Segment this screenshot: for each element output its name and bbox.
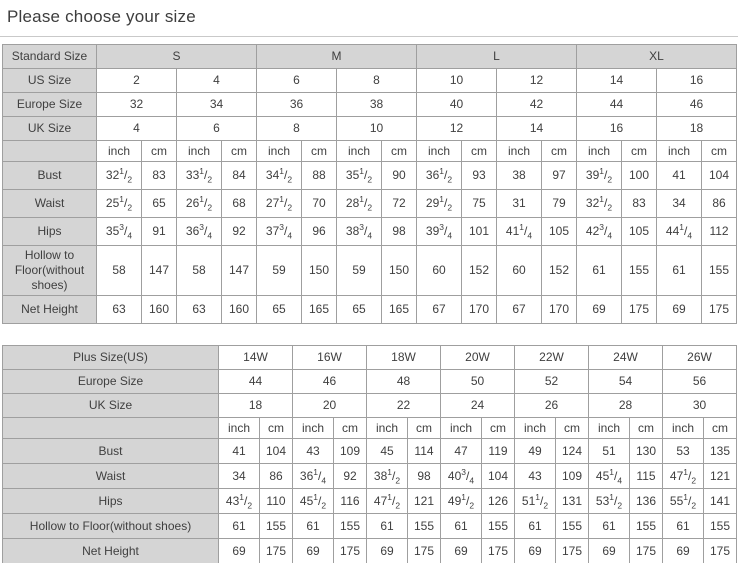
measurement-value-cell: 152: [542, 246, 577, 296]
measurement-value-cell: 69: [367, 539, 408, 563]
unit-inch-cell: inch: [219, 418, 260, 439]
measurement-value-cell: 90: [382, 162, 417, 190]
measurement-value-cell: $43^1/_2$: [219, 489, 260, 514]
measurement-value-cell: 147: [142, 246, 177, 296]
measurement-value-cell: 61: [515, 514, 556, 539]
measurement-value-cell: 69: [577, 296, 622, 324]
measurement-value-cell: 65: [257, 296, 302, 324]
measurement-value-cell: $35^3/_4$: [97, 218, 142, 246]
measurement-value-cell: $32^1/_2$: [577, 190, 622, 218]
measurement-value-cell: 69: [663, 539, 704, 563]
measurement-value-cell: 60: [417, 246, 462, 296]
size-value-cell: 40: [417, 93, 497, 117]
measurement-value-cell: $47^1/_2$: [663, 464, 704, 489]
measurement-value-cell: 59: [337, 246, 382, 296]
measurement-value-cell: $40^3/_4$: [441, 464, 482, 489]
measurement-value-cell: $35^1/_2$: [337, 162, 382, 190]
size-value-cell: M: [257, 45, 417, 69]
measurement-value-cell: 170: [462, 296, 497, 324]
size-value-cell: 4: [177, 69, 257, 93]
measurement-value-cell: 155: [334, 514, 367, 539]
measurement-value-cell: $28^1/_2$: [337, 190, 382, 218]
measurement-value-cell: 152: [462, 246, 497, 296]
unit-cm-cell: cm: [382, 141, 417, 162]
measurement-value-cell: 175: [704, 539, 737, 563]
row-label: UK Size: [3, 394, 219, 418]
size-row: [3, 346, 737, 370]
unit-cm-cell: cm: [302, 141, 337, 162]
unit-cm-cell: cm: [702, 141, 737, 162]
size-value-cell: 50: [441, 370, 515, 394]
size-row: [3, 370, 737, 394]
measurement-value-cell: $55^1/_2$: [663, 489, 704, 514]
measurement-value-cell: 124: [556, 439, 589, 464]
measurement-value-cell: 91: [142, 218, 177, 246]
measurement-value-cell: 53: [663, 439, 704, 464]
measurement-value-cell: 60: [497, 246, 542, 296]
measurement-value-cell: 130: [630, 439, 663, 464]
measurement-value-cell: 65: [142, 190, 177, 218]
size-row: [3, 45, 737, 69]
measurement-value-cell: $45^1/_4$: [589, 464, 630, 489]
row-label: Net Height: [3, 296, 97, 324]
measurement-value-cell: 63: [97, 296, 142, 324]
measurement-value-cell: $36^1/_2$: [417, 162, 462, 190]
measurement-value-cell: 155: [704, 514, 737, 539]
unit-cm-cell: cm: [222, 141, 257, 162]
measurement-row: [3, 514, 737, 539]
measurement-value-cell: 175: [556, 539, 589, 563]
measurement-value-cell: 126: [482, 489, 515, 514]
measurement-value-cell: 155: [702, 246, 737, 296]
measurement-value-cell: 147: [222, 246, 257, 296]
size-value-cell: 14W: [219, 346, 293, 370]
measurement-value-cell: $38^3/_4$: [337, 218, 382, 246]
size-value-cell: XL: [577, 45, 737, 69]
size-value-cell: 16W: [293, 346, 367, 370]
measurement-row: [3, 296, 737, 324]
size-value-cell: 36: [257, 93, 337, 117]
measurement-value-cell: 43: [293, 439, 334, 464]
measurement-value-cell: 83: [142, 162, 177, 190]
size-value-cell: 52: [515, 370, 589, 394]
measurement-value-cell: $37^3/_4$: [257, 218, 302, 246]
measurement-value-cell: $53^1/_2$: [589, 489, 630, 514]
measurement-value-cell: 69: [219, 539, 260, 563]
measurement-value-cell: 175: [630, 539, 663, 563]
measurement-value-cell: $39^3/_4$: [417, 218, 462, 246]
measurement-value-cell: 34: [219, 464, 260, 489]
size-value-cell: 56: [663, 370, 737, 394]
size-value-cell: 38: [337, 93, 417, 117]
measurement-value-cell: $38^1/_2$: [367, 464, 408, 489]
measurement-value-cell: 165: [382, 296, 417, 324]
row-label: [3, 418, 219, 439]
measurement-row: [3, 190, 737, 218]
measurement-value-cell: 98: [408, 464, 441, 489]
measurement-value-cell: 131: [556, 489, 589, 514]
measurement-value-cell: 175: [482, 539, 515, 563]
unit-inch-cell: inch: [577, 141, 622, 162]
unit-inch-cell: inch: [337, 141, 382, 162]
measurement-value-cell: 61: [657, 246, 702, 296]
measurement-value-cell: $36^3/_4$: [177, 218, 222, 246]
size-value-cell: 16: [657, 69, 737, 93]
size-value-cell: 30: [663, 394, 737, 418]
measurement-value-cell: $25^1/_2$: [97, 190, 142, 218]
measurement-value-cell: 67: [497, 296, 542, 324]
size-value-cell: 14: [577, 69, 657, 93]
measurement-value-cell: 175: [260, 539, 293, 563]
measurement-value-cell: 49: [515, 439, 556, 464]
measurement-value-cell: 170: [542, 296, 577, 324]
unit-cm-cell: cm: [630, 418, 663, 439]
measurement-value-cell: 101: [462, 218, 497, 246]
unit-cm-cell: cm: [704, 418, 737, 439]
plus-size-table: [2, 345, 737, 563]
row-label: Waist: [3, 464, 219, 489]
size-value-cell: 20W: [441, 346, 515, 370]
size-value-cell: 10: [337, 117, 417, 141]
measurement-value-cell: $49^1/_2$: [441, 489, 482, 514]
unit-cm-cell: cm: [542, 141, 577, 162]
measurement-value-cell: $45^1/_2$: [293, 489, 334, 514]
measurement-value-cell: $34^1/_2$: [257, 162, 302, 190]
unit-inch-cell: inch: [293, 418, 334, 439]
measurement-value-cell: 58: [97, 246, 142, 296]
measurement-value-cell: 155: [482, 514, 515, 539]
measurement-value-cell: 141: [704, 489, 737, 514]
size-value-cell: 46: [293, 370, 367, 394]
measurement-row: [3, 489, 737, 514]
measurement-value-cell: 121: [408, 489, 441, 514]
size-value-cell: 46: [657, 93, 737, 117]
row-label: Hips: [3, 218, 97, 246]
size-value-cell: 18: [657, 117, 737, 141]
measurement-value-cell: 105: [542, 218, 577, 246]
measurement-value-cell: 150: [382, 246, 417, 296]
measurement-value-cell: 61: [293, 514, 334, 539]
measurement-row: [3, 464, 737, 489]
size-value-cell: 6: [177, 117, 257, 141]
measurement-row: [3, 162, 737, 190]
measurement-value-cell: $33^1/_2$: [177, 162, 222, 190]
measurement-row: [3, 246, 737, 296]
measurement-value-cell: 119: [482, 439, 515, 464]
measurement-value-cell: 84: [222, 162, 257, 190]
row-label: Plus Size(US): [3, 346, 219, 370]
size-value-cell: 8: [337, 69, 417, 93]
size-row: [3, 93, 737, 117]
unit-inch-cell: inch: [657, 141, 702, 162]
size-value-cell: 54: [589, 370, 663, 394]
size-value-cell: 12: [417, 117, 497, 141]
measurement-value-cell: 104: [260, 439, 293, 464]
measurement-value-cell: 105: [622, 218, 657, 246]
size-value-cell: 16: [577, 117, 657, 141]
measurement-value-cell: 61: [367, 514, 408, 539]
measurement-value-cell: $27^1/_2$: [257, 190, 302, 218]
size-value-cell: 22: [367, 394, 441, 418]
measurement-value-cell: 96: [302, 218, 337, 246]
measurement-value-cell: 41: [657, 162, 702, 190]
measurement-value-cell: 110: [260, 489, 293, 514]
unit-row: [3, 418, 737, 439]
measurement-value-cell: 61: [577, 246, 622, 296]
measurement-value-cell: $36^1/_4$: [293, 464, 334, 489]
measurement-value-cell: 115: [630, 464, 663, 489]
measurement-value-cell: 67: [417, 296, 462, 324]
unit-inch-cell: inch: [367, 418, 408, 439]
size-value-cell: 48: [367, 370, 441, 394]
measurement-value-cell: 61: [219, 514, 260, 539]
measurement-value-cell: 61: [663, 514, 704, 539]
measurement-value-cell: 69: [515, 539, 556, 563]
size-row: [3, 394, 737, 418]
measurement-value-cell: 65: [337, 296, 382, 324]
measurement-value-cell: 155: [556, 514, 589, 539]
unit-cm-cell: cm: [260, 418, 293, 439]
row-label: [3, 141, 97, 162]
size-value-cell: 32: [97, 93, 177, 117]
measurement-value-cell: 69: [589, 539, 630, 563]
measurement-value-cell: 69: [657, 296, 702, 324]
unit-inch-cell: inch: [177, 141, 222, 162]
measurement-value-cell: $47^1/_2$: [367, 489, 408, 514]
unit-cm-cell: cm: [142, 141, 177, 162]
measurement-value-cell: 45: [367, 439, 408, 464]
measurement-value-cell: $44^1/_4$: [657, 218, 702, 246]
measurement-value-cell: 51: [589, 439, 630, 464]
row-label: Standard Size: [3, 45, 97, 69]
measurement-value-cell: 79: [542, 190, 577, 218]
measurement-value-cell: 175: [334, 539, 367, 563]
measurement-value-cell: 69: [441, 539, 482, 563]
measurement-value-cell: 160: [142, 296, 177, 324]
measurement-value-cell: 100: [622, 162, 657, 190]
measurement-value-cell: 150: [302, 246, 337, 296]
measurement-value-cell: 104: [482, 464, 515, 489]
unit-cm-cell: cm: [482, 418, 515, 439]
size-value-cell: 12: [497, 69, 577, 93]
unit-inch-cell: inch: [441, 418, 482, 439]
size-value-cell: 24: [441, 394, 515, 418]
measurement-value-cell: 34: [657, 190, 702, 218]
measurement-value-cell: 61: [589, 514, 630, 539]
size-value-cell: S: [97, 45, 257, 69]
page-title: Please choose your size: [7, 7, 196, 26]
size-value-cell: 28: [589, 394, 663, 418]
measurement-value-cell: 160: [222, 296, 257, 324]
measurement-value-cell: 83: [622, 190, 657, 218]
size-value-cell: 18W: [367, 346, 441, 370]
measurement-value-cell: 121: [704, 464, 737, 489]
size-value-cell: L: [417, 45, 577, 69]
row-label: US Size: [3, 69, 97, 93]
measurement-value-cell: 92: [334, 464, 367, 489]
size-value-cell: 8: [257, 117, 337, 141]
size-value-cell: 14: [497, 117, 577, 141]
measurement-value-cell: 155: [622, 246, 657, 296]
title-divider: [0, 36, 738, 37]
size-value-cell: 10: [417, 69, 497, 93]
unit-cm-cell: cm: [556, 418, 589, 439]
row-label: Hips: [3, 489, 219, 514]
unit-inch-cell: inch: [515, 418, 556, 439]
measurement-value-cell: 68: [222, 190, 257, 218]
measurement-value-cell: 175: [702, 296, 737, 324]
unit-inch-cell: inch: [257, 141, 302, 162]
row-label: Net Height: [3, 539, 219, 563]
measurement-value-cell: 63: [177, 296, 222, 324]
measurement-value-cell: 165: [302, 296, 337, 324]
unit-inch-cell: inch: [417, 141, 462, 162]
row-label: Europe Size: [3, 370, 219, 394]
size-value-cell: 24W: [589, 346, 663, 370]
measurement-row: [3, 218, 737, 246]
measurement-value-cell: 38: [497, 162, 542, 190]
row-label: Hollow to Floor(without shoes): [3, 246, 97, 296]
unit-cm-cell: cm: [334, 418, 367, 439]
measurement-value-cell: 59: [257, 246, 302, 296]
measurement-value-cell: 155: [260, 514, 293, 539]
measurement-value-cell: 69: [293, 539, 334, 563]
measurement-value-cell: 97: [542, 162, 577, 190]
measurement-row: [3, 539, 737, 563]
size-value-cell: 44: [219, 370, 293, 394]
measurement-value-cell: 93: [462, 162, 497, 190]
unit-row: [3, 141, 737, 162]
size-value-cell: 42: [497, 93, 577, 117]
unit-cm-cell: cm: [622, 141, 657, 162]
size-value-cell: 34: [177, 93, 257, 117]
measurement-value-cell: 155: [630, 514, 663, 539]
measurement-value-cell: $32^1/_2$: [97, 162, 142, 190]
measurement-value-cell: 116: [334, 489, 367, 514]
measurement-value-cell: 98: [382, 218, 417, 246]
row-label: Waist: [3, 190, 97, 218]
unit-inch-cell: inch: [663, 418, 704, 439]
measurement-value-cell: 88: [302, 162, 337, 190]
measurement-value-cell: 43: [515, 464, 556, 489]
measurement-value-cell: 41: [219, 439, 260, 464]
size-value-cell: 20: [293, 394, 367, 418]
measurement-value-cell: 104: [702, 162, 737, 190]
measurement-value-cell: 47: [441, 439, 482, 464]
size-value-cell: 2: [97, 69, 177, 93]
size-value-cell: 26: [515, 394, 589, 418]
measurement-value-cell: 175: [622, 296, 657, 324]
measurement-value-cell: $39^1/_2$: [577, 162, 622, 190]
measurement-value-cell: 155: [408, 514, 441, 539]
row-label: Bust: [3, 439, 219, 464]
size-row: [3, 69, 737, 93]
measurement-value-cell: $29^1/_2$: [417, 190, 462, 218]
measurement-value-cell: $26^1/_2$: [177, 190, 222, 218]
measurement-value-cell: 70: [302, 190, 337, 218]
measurement-value-cell: 75: [462, 190, 497, 218]
measurement-value-cell: 72: [382, 190, 417, 218]
unit-inch-cell: inch: [497, 141, 542, 162]
measurement-value-cell: 61: [441, 514, 482, 539]
unit-cm-cell: cm: [408, 418, 441, 439]
measurement-value-cell: 109: [334, 439, 367, 464]
size-value-cell: 18: [219, 394, 293, 418]
size-value-cell: 4: [97, 117, 177, 141]
measurement-value-cell: $42^3/_4$: [577, 218, 622, 246]
measurement-value-cell: $41^1/_4$: [497, 218, 542, 246]
size-value-cell: 26W: [663, 346, 737, 370]
size-value-cell: 44: [577, 93, 657, 117]
row-label: Europe Size: [3, 93, 97, 117]
row-label: Bust: [3, 162, 97, 190]
measurement-value-cell: $51^1/_2$: [515, 489, 556, 514]
measurement-value-cell: 109: [556, 464, 589, 489]
measurement-value-cell: 86: [702, 190, 737, 218]
row-label: UK Size: [3, 117, 97, 141]
measurement-value-cell: 86: [260, 464, 293, 489]
standard-size-table: [2, 44, 737, 324]
measurement-value-cell: 135: [704, 439, 737, 464]
unit-cm-cell: cm: [462, 141, 497, 162]
measurement-value-cell: 112: [702, 218, 737, 246]
size-row: [3, 117, 737, 141]
unit-inch-cell: inch: [589, 418, 630, 439]
measurement-value-cell: 92: [222, 218, 257, 246]
row-label: Hollow to Floor(without shoes): [3, 514, 219, 539]
measurement-value-cell: 31: [497, 190, 542, 218]
size-value-cell: 22W: [515, 346, 589, 370]
measurement-value-cell: 136: [630, 489, 663, 514]
size-value-cell: 6: [257, 69, 337, 93]
measurement-value-cell: 58: [177, 246, 222, 296]
measurement-value-cell: 175: [408, 539, 441, 563]
measurement-value-cell: 114: [408, 439, 441, 464]
measurement-row: [3, 439, 737, 464]
unit-inch-cell: inch: [97, 141, 142, 162]
